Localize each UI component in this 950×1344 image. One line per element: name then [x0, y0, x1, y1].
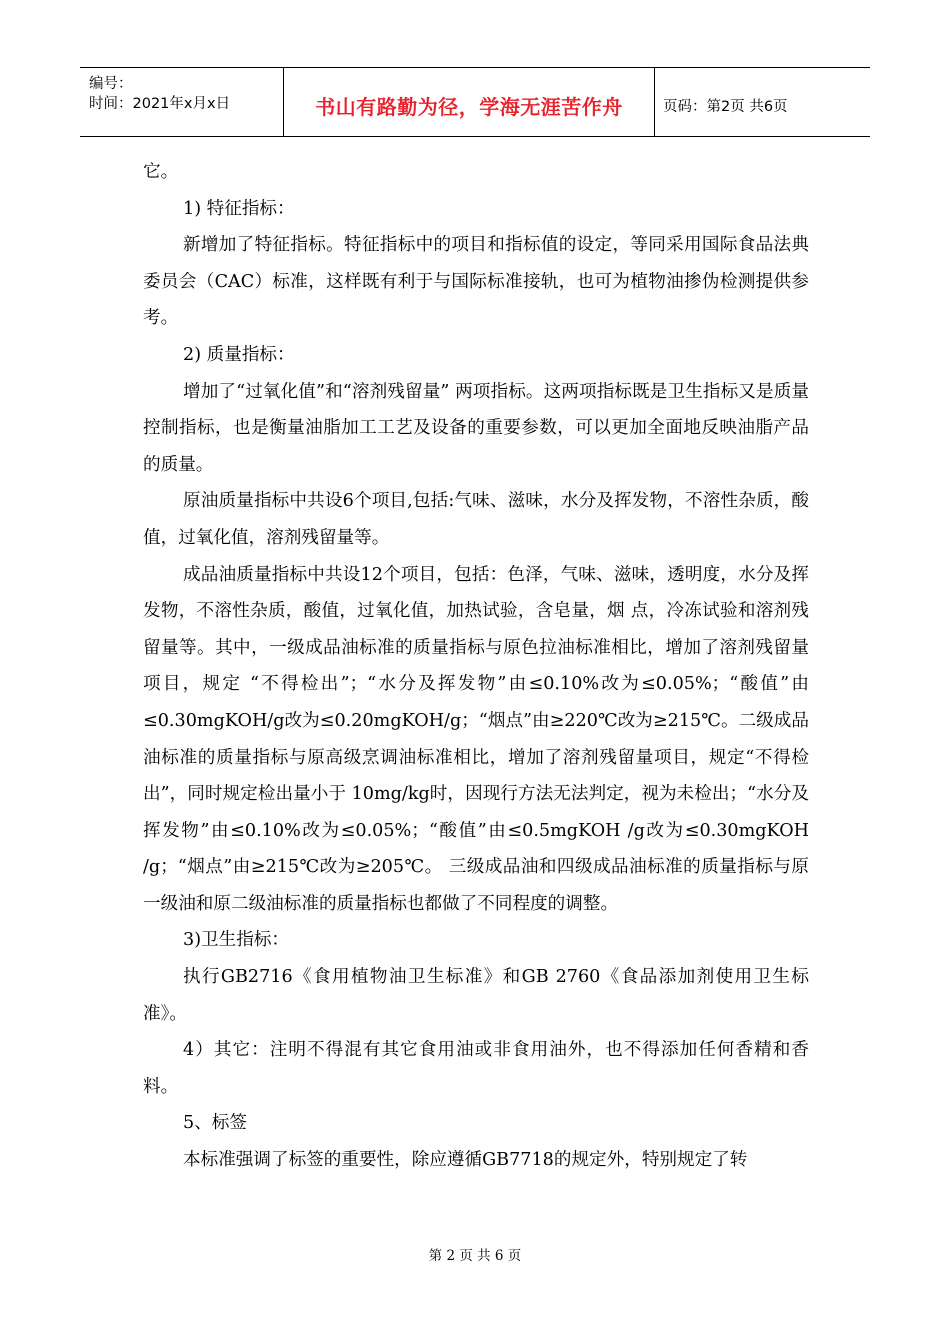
section-heading: 5、标签 — [183, 1113, 247, 1134]
paragraph: 增加了“过氧化值”和“溶剂残留量” 两项指标。这两项指标既是卫生指标又是质量控制指标，也是衡量油脂加工工艺及设备的重要参数，可以更加全面地反映油脂产品的质量。 — [143, 381, 809, 475]
document-body — [143, 154, 809, 1179]
document-number-label: 编号： — [89, 76, 133, 92]
page-header — [80, 67, 870, 137]
paragraph: 成品油质量指标中共设12个项目，包括：色泽，气味、滋味，透明度，水分及挥发物，不溶性杂质，酸值，过氧化值，加热试验，含皂量，烟 点，冷冻试验和溶剂残留量等。其中，一级成品油标准的质量指标与原色拉油标准相比，增加了溶剂残留量项目，规定 “不得检出”；“水分及挥发物”由≤0.10%改为≤0.05%；“酸值”由≤0.30mgKOH/g改为≤0.20mgKOH/g；“烟点”由≥220℃改为≥215℃。二级成品油标准的质量指标与原高级烹调油标准相比，增加了溶剂残留量项目，规定“不得检出”，同时规定检出量小于 10mg/kg时，因现行方法无法判定，视为未检出；“水分及挥发物”由≤0.10%改为≤0.05%；“酸值”由≤0.5mgKOH /g改为≤0.30mgKOH /g；“烟点”由≥215℃改为≥205℃。 三级成品油和四级成品油标准的质量指标与原一级油和原二级油标准的质量指标也都做了不同程度的调整。 — [143, 564, 809, 914]
section-heading: 2) 质量指标： — [183, 344, 295, 365]
paragraph: 本标准强调了标签的重要性，除应遵循GB7718的规定外，特别规定了转 — [183, 1150, 748, 1171]
header-page-info: 页码：第2页 共6页 — [663, 99, 788, 115]
header-meta-cell — [80, 68, 284, 136]
header-motto-cell — [284, 68, 655, 136]
header-page-cell — [655, 68, 870, 136]
section-heading: 3)卫生指标： — [183, 930, 290, 951]
header-motto: 书山有路勤为径，学海无涯苦作舟 — [315, 95, 623, 119]
page-footer: 第 2 页 共 6 页 — [428, 1248, 522, 1264]
paragraph: 新增加了特征指标。特征指标中的项目和指标值的设定，等同采用国际食品法典委员会（CAC）标准，这样既有利于与国际标准接轨，也可为植物油掺伪检测提供参考。 — [143, 235, 809, 329]
section-heading: 1) 特征指标： — [183, 198, 295, 219]
paragraph: 它。 — [143, 162, 179, 182]
paragraph: 4）其它：注明不得混有其它食用油或非食用油外，也不得添加任何香精和香料。 — [143, 1040, 809, 1097]
paragraph: 执行GB2716《食用植物油卫生标准》和GB 2760《食品添加剂使用卫生标准》。 — [143, 967, 809, 1024]
paragraph: 原油质量指标中共设6个项目,包括:气味、滋味，水分及挥发物，不溶性杂质，酸值，过氧化值，溶剂残留量等。 — [143, 491, 809, 548]
document-time-label: 时间：2021年x月x日 — [89, 96, 231, 112]
